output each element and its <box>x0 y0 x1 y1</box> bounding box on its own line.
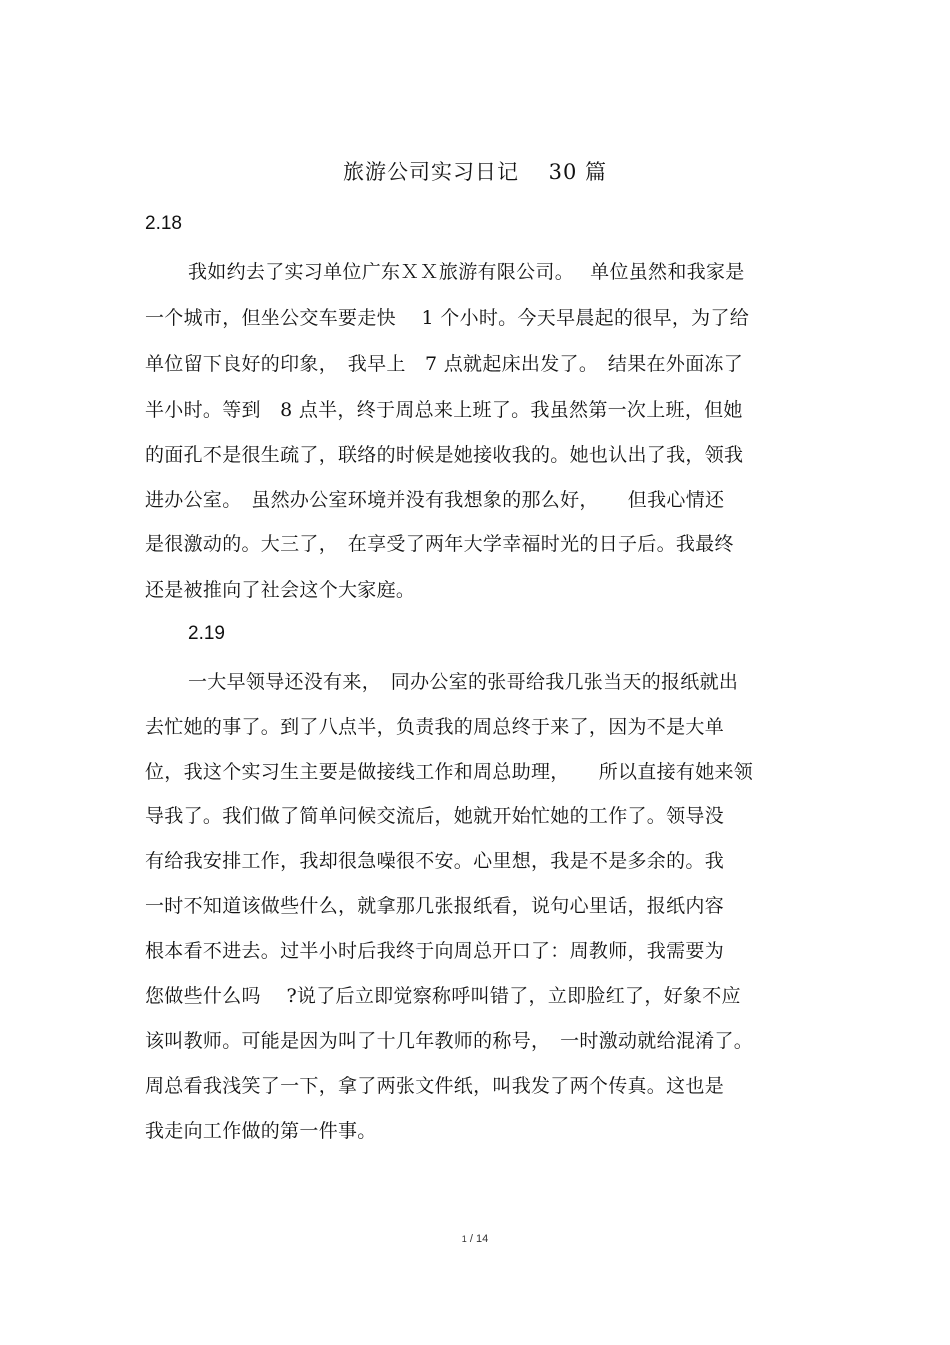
entry-date: 2.19 <box>188 623 225 644</box>
entry-paragraph-line: 是很激动的。大三了， 在享受了两年大学幸福时光的日子后。我最终 <box>145 533 734 555</box>
entry-paragraph-line: 去忙她的事了。到了八点半，负责我的周总终于来了，因为不是大单 <box>145 716 725 738</box>
entry-paragraph-line: 进办公室。 虽然办公室环境并没有我想象的那么好， 但我心情还 <box>145 489 725 511</box>
entry-paragraph-line: 一个城市，但坐公交车要走快 1 个小时。今天早晨起的很早，为了给 <box>145 307 750 329</box>
entry-paragraph-line: 有给我安排工作，我却很急噪很不安。心里想，我是不是多余的。我 <box>145 850 725 872</box>
entry-paragraph-line: 一大早领导还没有来， 同办公室的张哥给我几张当天的报纸就出 <box>188 671 739 693</box>
entry-date: 2.18 <box>145 213 182 234</box>
entry-paragraph-line: 周总看我浅笑了一下，拿了两张文件纸，叫我发了两个传真。这也是 <box>145 1075 725 1097</box>
entry-paragraph-line: 半小时。等到 8 点半，终于周总来上班了。我虽然第一次上班，但她 <box>145 399 743 421</box>
page-separator: / <box>469 1233 473 1245</box>
entry-paragraph-line: 一时不知道该做些什么，就拿那几张报纸看，说句心里话，报纸内容 <box>145 895 725 917</box>
entry-paragraph-line: 单位留下良好的印象， 我早上 7 点就起床出发了。 结果在外面冻了 <box>145 353 744 375</box>
current-page-number: 1 <box>461 1234 467 1244</box>
page-number <box>0 1233 950 1245</box>
entry-paragraph-line: 您做些什么吗 ?说了后立即觉察称呼叫错了，立即脸红了，好象不应 <box>145 985 741 1007</box>
entry-paragraph-line: 该叫教师。可能是因为叫了十几年教师的称号， 一时激动就给混淆了。 <box>145 1030 754 1052</box>
entry-paragraph-line: 我如约去了实习单位广东ＸＸ旅游有限公司。 单位虽然和我家是 <box>188 261 745 283</box>
document-title: 旅游公司实习日记 30 篇 <box>342 160 608 184</box>
total-pages: 14 <box>475 1233 489 1245</box>
entry-paragraph-line: 还是被推向了社会这个大家庭。 <box>145 579 416 601</box>
entry-paragraph-line: 的面孔不是很生疏了，联络的时候是她接收我的。她也认出了我，领我 <box>145 444 744 466</box>
entry-paragraph-line: 位，我这个实习生主要是做接线工作和周总助理， 所以直接有她来领 <box>145 761 754 783</box>
entry-paragraph-line: 导我了。我们做了简单问候交流后，她就开始忙她的工作了。领导没 <box>145 805 725 827</box>
entry-paragraph-line: 我走向工作做的第一件事。 <box>145 1120 377 1142</box>
entry-paragraph-line: 根本看不进去。过半小时后我终于向周总开口了：周教师，我需要为 <box>145 940 725 962</box>
